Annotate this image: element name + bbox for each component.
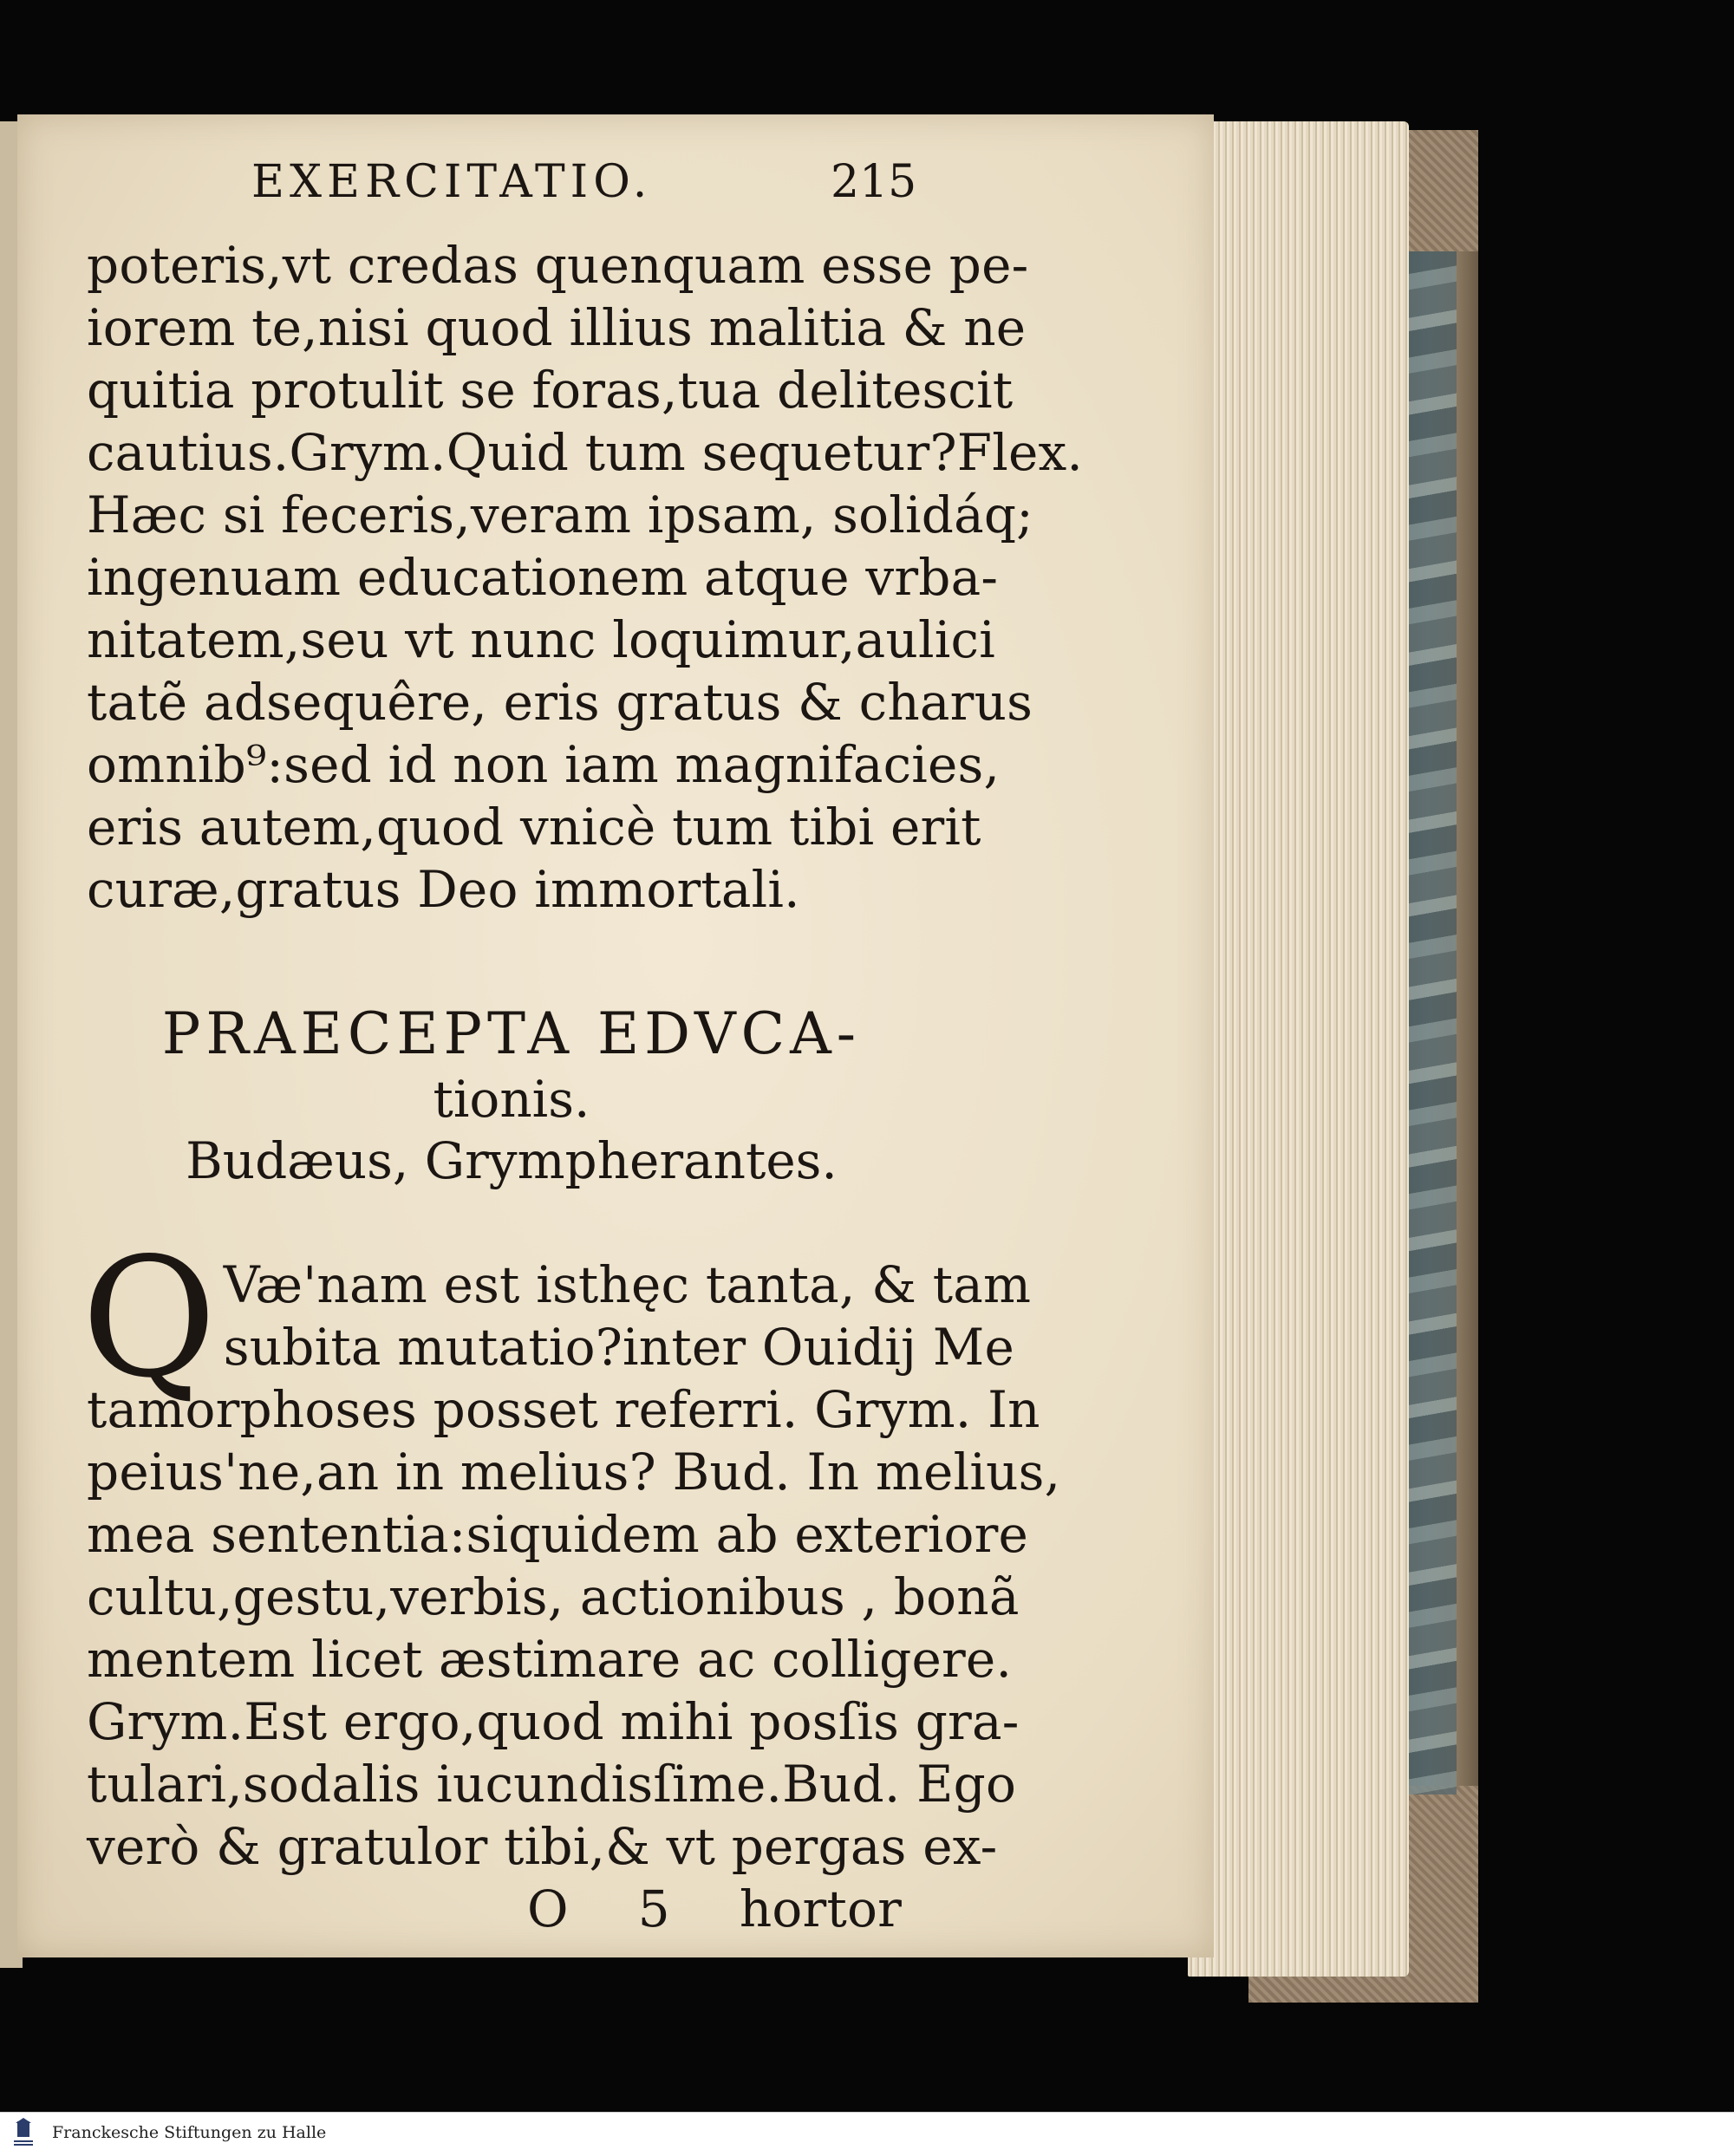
page-text [81,156,1084,1940]
heading-speakers: Budæus, Grympherantes. [186,1131,838,1190]
text-line: Hæc si feceris,veram ipsam, solidáq; [87,485,1033,544]
page-number: 215 [831,156,917,208]
text-line: poteris,vt credas quenquam esse pe- [87,236,1029,295]
text-line: Grym.Est ergo,quod mihi posſis gra- [87,1692,1020,1751]
text-line: nitatem,seu vt nunc loquimur,aulici [87,610,995,669]
text-line: cautius.Grym.Quid tum sequetur?Flex. [87,423,1084,482]
text-line: quitia protulit se foras,tua delitescit [87,361,1014,420]
text-line: tulari,sodalis iucundisſime.Bud. Ego [87,1755,1017,1814]
drop-cap: Q [81,1222,217,1414]
text-line: subita mutatio?inter Ouidij Me [223,1318,1014,1377]
text-line: curæ,gratus Deo immortali. [87,860,800,919]
signature-line [87,1878,936,1940]
heading-line-2: tionis. [433,1070,590,1129]
paragraph-1 [87,234,1084,921]
footer-bar [0,2112,1734,2156]
text-line: Væ'nam est isthęc tanta, & tam [223,1255,1032,1314]
institution-name: Franckesche Stiftungen zu Halle [52,2123,327,2142]
catchword: hortor [739,1879,902,1938]
text-line: mea sententia:siquidem ab exteriore [87,1505,1029,1564]
institution-logo-icon [10,2118,36,2149]
text-line: iorem te,nisi quod illius malitia & ne [87,298,1027,357]
running-title: EXERCITATIO. [251,156,653,208]
text-line: eris autem,quod vnicè tum tibi erit [87,798,981,857]
text-line: peius'ne,an in melius? Bud. In melius, [87,1443,1061,1501]
section-heading [78,999,945,1193]
signature-number: 5 [637,1879,670,1938]
spacer [87,921,936,999]
running-head [87,156,936,234]
text-line: ingenuam educationem atque vrba- [87,548,999,607]
text-line: verò & gratulor tibi,& vt pergas ex- [87,1817,998,1876]
text-line: omnib⁹:sed id non iam magnifacies, [87,735,1001,794]
signature-mark: O [526,1879,569,1938]
heading-line-1: PRAECEPTA EDVCA- [161,1000,862,1067]
text-line: tamorphoses posset referri. Grym. In [87,1380,1040,1439]
page-edges [1188,121,1409,1977]
text-line: tatẽ adsequêre, eris gratus & charus [87,673,1033,732]
text-line: cultu,gestu,verbis, actionibus , bonã [87,1567,1020,1626]
paragraph-2 [81,1222,1061,1878]
text-line: mentem licet æstimare ac colligere. [87,1630,1013,1689]
